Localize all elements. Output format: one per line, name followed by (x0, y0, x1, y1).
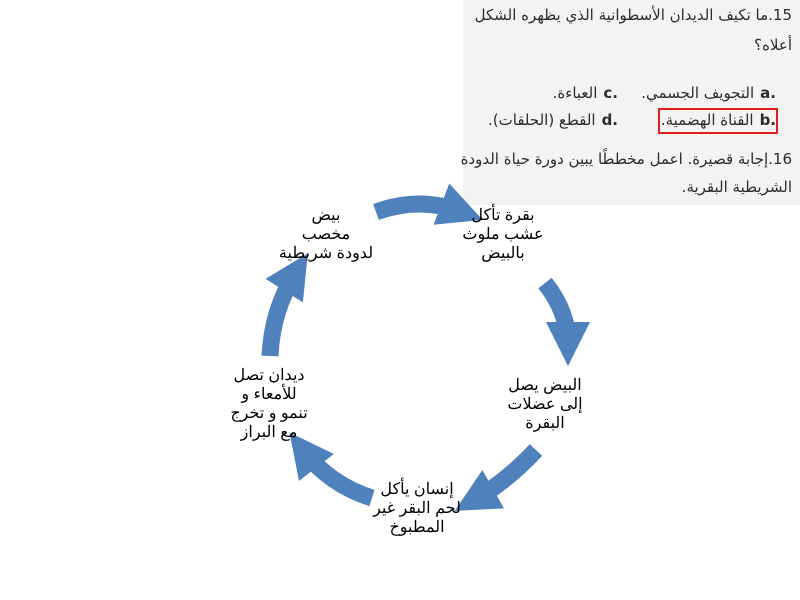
stage-line: عشب ملوث (462, 226, 544, 243)
stage-line: مخصب (301, 226, 351, 243)
arrow-2-to-3 (545, 283, 568, 344)
stage-line: للأمعاء و (241, 386, 297, 403)
option-text: القناة الهضمية. (660, 111, 754, 129)
option-letter: d. (601, 111, 618, 129)
stage-line: ديدان تصل (233, 367, 305, 384)
option-text: القطع (الحلقات). (488, 111, 596, 129)
option-text: التجويف الجسمي. (641, 84, 755, 102)
stage-human-eats-beef (352, 480, 482, 537)
stage-line: بقرة تأكل (471, 207, 535, 224)
arrow-5-to-1 (270, 272, 296, 356)
stage-worms-in-intestine (214, 366, 324, 442)
option-letter: a. (760, 84, 776, 102)
question-15-text-cont: أعلاه؟ (754, 36, 792, 54)
stage-fertilized-eggs (266, 206, 386, 263)
stage-line: بالبيض (481, 245, 525, 262)
stage-cow-eats-grass (448, 206, 558, 263)
stage-line: البيض يصل (508, 377, 582, 394)
option-letter: b. (759, 111, 776, 129)
stage-line: لحم البقر غير (373, 500, 461, 517)
stage-line: إنسان يأكل (380, 481, 454, 498)
stage-line: المطبوخ (389, 519, 445, 536)
stage-eggs-reach-muscles (490, 376, 600, 433)
stage-line: مع البراز (240, 424, 298, 441)
stage-line: إلى عضلات (507, 396, 583, 413)
arrow-3-to-4 (474, 450, 536, 500)
stage-line: تنمو و تخرج (230, 405, 308, 422)
stage-line: بيض (311, 207, 341, 224)
option-letter: c. (603, 84, 618, 102)
stage-line: لدودة شريطية (278, 245, 374, 262)
stage-line: البقرة (525, 415, 565, 432)
question-15-text: 15.ما تكيف الديدان الأسطوانية الذي يظهره الشكل (474, 6, 792, 24)
question-16-text: 16.إجابة قصيرة. اعمل مخططًا يبين دورة حياة الدودة (460, 150, 792, 168)
option-text: العباءة. (552, 84, 598, 102)
question-16-text-cont: الشريطية البقرية. (681, 178, 792, 196)
